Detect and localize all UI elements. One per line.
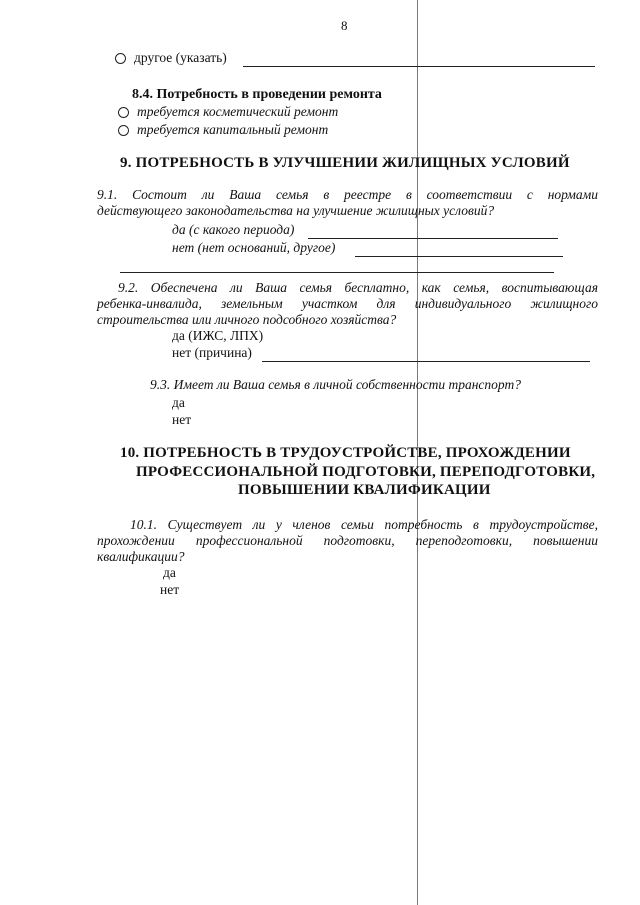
- question-10-1-line1: 10.1. Существует ли у членов семьи потребность в трудоустройстве,: [130, 517, 598, 532]
- question-9-2-line2: ребенка-инвалида, земельным участком для индивидуального жилищного: [97, 296, 598, 311]
- section-10-title-line1: 10. ПОТРЕБНОСТЬ В ТРУДОУСТРОЙСТВЕ, ПРОХОЖДЕНИИ: [120, 445, 571, 461]
- repair-option-capital: [118, 122, 328, 138]
- repair-option-label: требуется косметический ремонт: [137, 104, 339, 119]
- section-10-title-line3: ПОВЫШЕНИИ КВАЛИФИКАЦИИ: [238, 482, 491, 498]
- answer-9-2-no-line[interactable]: [262, 361, 590, 362]
- question-10-1-line2: прохождении профессиональной подготовки, переподготовки, повышении: [97, 533, 598, 548]
- question-9-1-line1: 9.1. Состоит ли Ваша семья в реестре в соответствии с нормами: [97, 187, 598, 202]
- other-option-label: другое (указать): [134, 50, 227, 65]
- other-option: [115, 50, 227, 66]
- answer-9-2-no: нет (причина): [172, 345, 252, 360]
- option-bullet-icon: [118, 107, 129, 118]
- page-number: 8: [341, 18, 348, 33]
- question-10-1-line3: квалификации?: [97, 549, 185, 564]
- section-9-title: 9. ПОТРЕБНОСТЬ В УЛУЧШЕНИИ ЖИЛИЩНЫХ УСЛОВИЙ: [120, 155, 570, 171]
- section-10-title-line2: ПРОФЕССИОНАЛЬНОЙ ПОДГОТОВКИ, ПЕРЕПОДГОТОВКИ,: [136, 464, 596, 480]
- answer-9-2-yes: да (ИЖС, ЛПХ): [172, 328, 264, 343]
- answer-9-1-extra-line[interactable]: [120, 272, 554, 273]
- answer-9-1-no-line[interactable]: [355, 256, 563, 257]
- option-bullet-icon: [115, 53, 126, 64]
- repair-option-label: требуется капитальный ремонт: [137, 122, 329, 137]
- other-answer-line[interactable]: [243, 66, 595, 67]
- answer-9-1-yes-line[interactable]: [308, 238, 558, 239]
- repair-option-cosmetic: [118, 104, 338, 120]
- answer-9-3-yes: да: [172, 395, 185, 410]
- question-9-2-line3: строительства или личного подсобного хозяйства?: [97, 312, 397, 327]
- section-8-4-title: 8.4. Потребность в проведении ремонта: [132, 87, 382, 102]
- question-9-3: 9.3. Имеет ли Ваша семья в личной собственности транспорт?: [150, 377, 521, 392]
- answer-10-1-yes: да: [163, 565, 176, 580]
- answer-9-1-yes: да (с какого периода): [172, 222, 295, 237]
- answer-9-1-no: нет (нет оснований, другое): [172, 240, 336, 255]
- answer-9-3-no: нет: [172, 412, 192, 427]
- option-bullet-icon: [118, 125, 129, 136]
- question-9-1-line2: действующего законодательства на улучшение жилищных условий?: [97, 203, 495, 218]
- answer-10-1-no: нет: [160, 582, 180, 597]
- question-9-2-line1: 9.2. Обеспечена ли Ваша семья бесплатно, как семья, воспитывающая: [118, 280, 598, 295]
